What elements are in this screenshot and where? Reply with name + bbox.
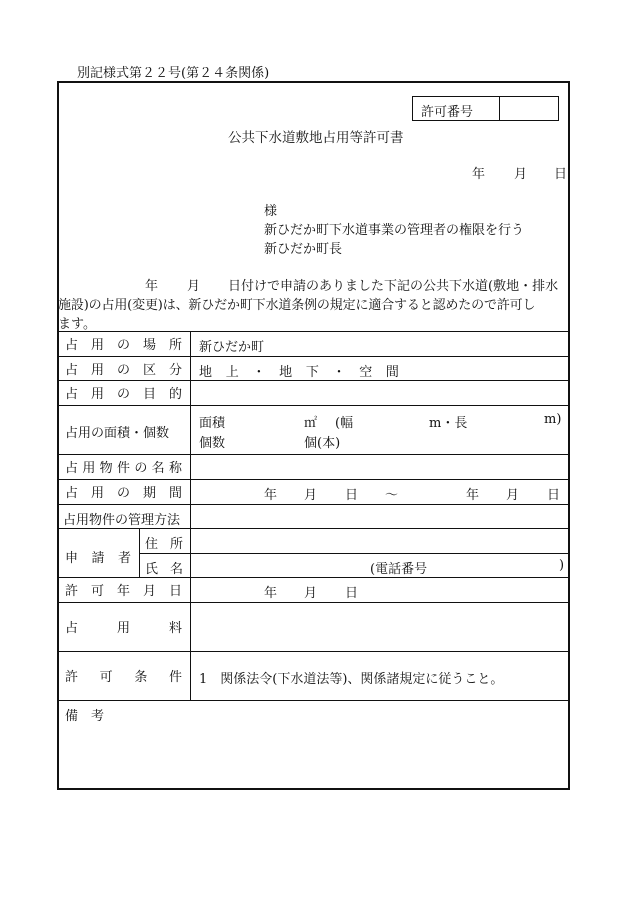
manager-field[interactable] (199, 504, 569, 528)
remarks-label: 備 考 (65, 709, 105, 724)
phone-close: ) (559, 558, 565, 573)
header-note: 別記様式第２２号(第２４条関係) (77, 66, 270, 81)
object-name-field[interactable] (199, 454, 569, 479)
applicant-label: 申 請 者 (65, 551, 131, 566)
category-options[interactable]: 地 上 ・ 地 下 ・ 空 間 (199, 365, 399, 380)
width-text: (幅 (335, 416, 354, 431)
period-tilde: ～ (385, 488, 399, 503)
issue-date-year: 年 (472, 167, 486, 182)
fee-label: 占 用 料 (65, 621, 182, 636)
location-label: 占 用 の 場 所 (65, 338, 182, 353)
conditions-label: 許 可 条 件 (65, 670, 182, 685)
permit-number-box (412, 96, 559, 121)
address-field[interactable] (199, 528, 569, 553)
period-end-day: 日 (547, 488, 561, 503)
remarks-field[interactable] (59, 723, 568, 788)
area-label: 占用の面積・個数 (65, 426, 170, 441)
issuer-line2: 新ひだか町長 (264, 242, 343, 257)
period-end-month: 月 (506, 488, 520, 503)
length-close: m) (544, 412, 562, 427)
body-line1: 日付けで申請のありました下記の公共下水道(敷地・排水 (228, 279, 559, 294)
body-year: 年 (145, 279, 159, 294)
issuer-line1: 新ひだか町下水道事業の管理者の権限を行う (264, 223, 525, 238)
period-end-year: 年 (466, 488, 480, 503)
category-label: 占 用 の 区 分 (65, 362, 182, 378)
period-start-month: 月 (304, 488, 318, 503)
addressee-sama: 様 (264, 204, 278, 219)
manager-label: 占用物件の管理方法 (63, 513, 181, 528)
permit-date-month: 月 (304, 586, 318, 601)
name-label: 氏 名 (145, 562, 183, 577)
object-name-label: 占 用 物 件 の 名 称 (65, 461, 182, 476)
permit-number-field[interactable] (500, 97, 558, 120)
permit-form (57, 81, 570, 790)
permit-date-year: 年 (264, 586, 278, 601)
body-line3: ます。 (58, 317, 96, 332)
period-label: 占 用 の 期 間 (65, 486, 182, 501)
issue-date-month: 月 (514, 167, 528, 182)
period-start-year: 年 (264, 488, 278, 503)
count-text: 個数 (199, 436, 226, 451)
purpose-field[interactable] (199, 380, 569, 405)
location-value[interactable]: 新ひだか町 (199, 340, 265, 355)
purpose-label: 占 用 の 目 的 (65, 387, 182, 402)
body-month: 月 (187, 279, 201, 294)
phone-label: (電話番号 (370, 562, 428, 577)
permit-date-label: 許 可 年 月 日 (65, 584, 182, 599)
issue-date-day: 日 (554, 167, 568, 182)
length-text: m・長 (429, 416, 468, 431)
count-unit: 個(本) (304, 436, 341, 451)
period-start-day: 日 (345, 488, 359, 503)
fee-field[interactable] (199, 602, 569, 651)
form-title: 公共下水道敷地占用等許可書 (228, 130, 404, 146)
permit-date-day: 日 (345, 586, 359, 601)
permit-number-label: 許可番号 (421, 105, 474, 120)
area-text: 面積 (199, 416, 226, 431)
conditions-value: 1 関係法令(下水道法等)、関係諸規定に従うこと。 (199, 672, 504, 687)
area-unit: ㎡ (304, 416, 318, 431)
address-label: 住 所 (145, 537, 183, 552)
body-line2: 施設)の占用(変更)は、新ひだか町下水道条例の規定に適合すると認めたので許可し (58, 298, 536, 313)
